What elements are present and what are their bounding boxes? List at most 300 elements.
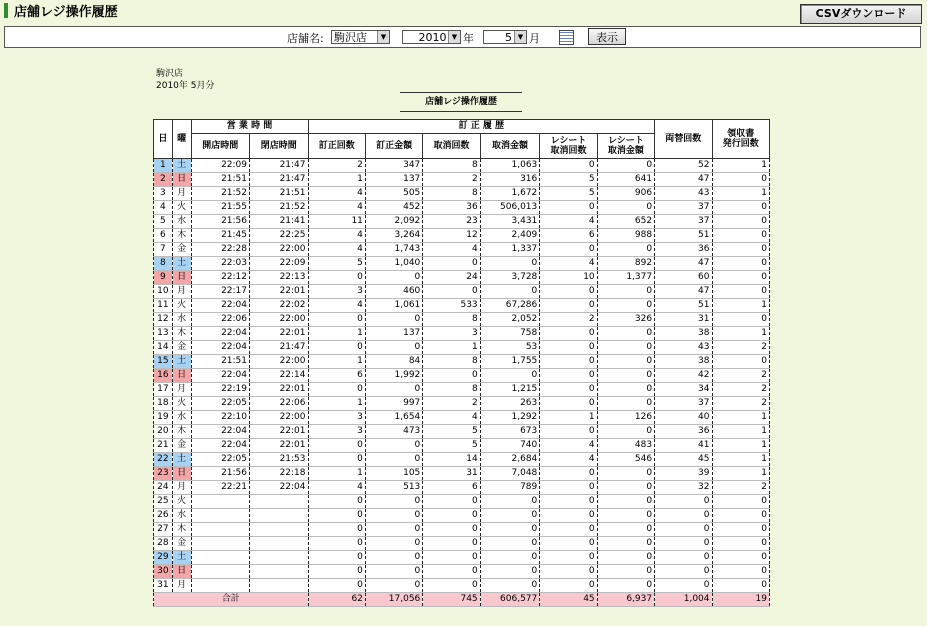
table-cell: 40 xyxy=(655,411,712,425)
table-cell: 0 xyxy=(540,565,597,579)
table-row xyxy=(154,411,770,425)
table-cell: 3,728 xyxy=(480,271,540,285)
day-cell: 11 xyxy=(154,299,173,313)
dow-cell: 日 xyxy=(172,369,191,383)
table-cell: 22:12 xyxy=(191,271,250,285)
table-cell xyxy=(191,579,250,593)
table-cell: 0 xyxy=(308,551,365,565)
table-cell: 0 xyxy=(480,537,540,551)
dow-cell: 火 xyxy=(172,495,191,509)
table-cell: 1 xyxy=(712,453,770,467)
table-cell xyxy=(250,579,309,593)
table-cell: 0 xyxy=(712,201,770,215)
store-select-value: 駒沢店 xyxy=(334,31,367,44)
table-cell: 22:21 xyxy=(191,481,250,495)
month-select-value: 5 xyxy=(505,31,512,44)
table-cell: 21:51 xyxy=(250,187,309,201)
table-cell: 0 xyxy=(597,565,654,579)
table-cell: 2 xyxy=(712,397,770,411)
table-cell: 0 xyxy=(597,397,654,411)
table-cell: 0 xyxy=(655,565,712,579)
table-cell: 0 xyxy=(308,383,365,397)
table-cell: 0 xyxy=(597,481,654,495)
day-cell: 7 xyxy=(154,243,173,257)
table-cell: 21:45 xyxy=(191,229,250,243)
store-select[interactable] xyxy=(331,30,390,44)
table-cell: 0 xyxy=(540,495,597,509)
table-cell: 473 xyxy=(365,425,422,439)
table-cell: 0 xyxy=(597,551,654,565)
table-cell: 0 xyxy=(597,285,654,299)
register-history-table xyxy=(153,119,770,607)
table-row xyxy=(154,271,770,285)
table-cell: 47 xyxy=(655,285,712,299)
table-cell: 0 xyxy=(480,509,540,523)
table-row xyxy=(154,159,770,173)
day-cell: 12 xyxy=(154,313,173,327)
table-cell: 0 xyxy=(540,509,597,523)
day-cell: 6 xyxy=(154,229,173,243)
header-exchange-count: 両替回数 xyxy=(655,120,712,159)
day-cell: 1 xyxy=(154,159,173,173)
table-cell: 1 xyxy=(712,187,770,201)
table-cell: 3 xyxy=(423,327,480,341)
table-cell: 0 xyxy=(365,523,422,537)
table-row xyxy=(154,565,770,579)
table-cell xyxy=(250,565,309,579)
table-cell: 5 xyxy=(423,425,480,439)
table-row xyxy=(154,173,770,187)
table-cell: 2 xyxy=(423,397,480,411)
table-cell: 22:04 xyxy=(191,369,250,383)
table-cell: 326 xyxy=(597,313,654,327)
table-row xyxy=(154,313,770,327)
table-cell: 22:19 xyxy=(191,383,250,397)
table-cell: 533 xyxy=(423,299,480,313)
table-cell: 22:06 xyxy=(191,313,250,327)
header-correction-history: 訂 正 履 歴 xyxy=(308,120,655,134)
table-cell: 67,286 xyxy=(480,299,540,313)
table-cell: 41 xyxy=(655,439,712,453)
table-cell: 740 xyxy=(480,439,540,453)
table-row xyxy=(154,341,770,355)
table-cell: 51 xyxy=(655,299,712,313)
table-cell: 51 xyxy=(655,229,712,243)
table-cell: 31 xyxy=(423,467,480,481)
day-cell: 29 xyxy=(154,551,173,565)
table-cell: 21:41 xyxy=(250,215,309,229)
table-row xyxy=(154,425,770,439)
table-cell: 0 xyxy=(308,313,365,327)
table-cell: 6 xyxy=(423,481,480,495)
table-cell: 0 xyxy=(365,313,422,327)
table-cell: 652 xyxy=(597,215,654,229)
table-cell: 0 xyxy=(540,383,597,397)
table-cell: 997 xyxy=(365,397,422,411)
table-cell: 4 xyxy=(423,243,480,257)
table-cell: 1,672 xyxy=(480,187,540,201)
table-cell: 0 xyxy=(540,243,597,257)
day-cell: 4 xyxy=(154,201,173,215)
table-cell: 22:09 xyxy=(250,257,309,271)
month-unit-label: 月 xyxy=(529,32,540,45)
day-cell: 26 xyxy=(154,509,173,523)
table-cell: 0 xyxy=(365,271,422,285)
table-cell: 4 xyxy=(540,453,597,467)
table-cell: 2,684 xyxy=(480,453,540,467)
title-accent-bar xyxy=(4,3,8,18)
total-cell: 45 xyxy=(540,593,597,607)
table-cell: 0 xyxy=(423,537,480,551)
table-cell: 22:00 xyxy=(250,313,309,327)
table-cell: 0 xyxy=(423,257,480,271)
table-cell: 2,092 xyxy=(365,215,422,229)
table-cell: 22:18 xyxy=(250,467,309,481)
table-cell: 0 xyxy=(308,579,365,593)
table-cell: 21:51 xyxy=(191,173,250,187)
table-cell: 1 xyxy=(308,173,365,187)
total-cell: 606,577 xyxy=(480,593,540,607)
table-cell: 2 xyxy=(712,383,770,397)
table-cell: 0 xyxy=(480,285,540,299)
table-cell: 21:53 xyxy=(250,453,309,467)
day-cell: 13 xyxy=(154,327,173,341)
table-cell: 316 xyxy=(480,173,540,187)
calendar-icon[interactable] xyxy=(559,30,574,45)
chevron-down-icon: ▼ xyxy=(448,31,460,43)
table-cell: 1 xyxy=(308,327,365,341)
table-cell: 1,292 xyxy=(480,411,540,425)
total-cell: 1,004 xyxy=(655,593,712,607)
table-cell: 137 xyxy=(365,173,422,187)
table-row xyxy=(154,537,770,551)
total-cell: 17,056 xyxy=(365,593,422,607)
day-cell: 3 xyxy=(154,187,173,201)
table-cell: 0 xyxy=(540,285,597,299)
table-cell: 0 xyxy=(597,243,654,257)
dow-cell: 金 xyxy=(172,439,191,453)
table-cell: 0 xyxy=(365,579,422,593)
table-cell: 347 xyxy=(365,159,422,173)
day-cell: 5 xyxy=(154,215,173,229)
table-cell: 7,048 xyxy=(480,467,540,481)
store-name: 駒沢店 xyxy=(156,69,184,79)
table-row xyxy=(154,453,770,467)
table-cell: 22:00 xyxy=(250,411,309,425)
table-cell: 52 xyxy=(655,159,712,173)
day-cell: 17 xyxy=(154,383,173,397)
table-cell: 505 xyxy=(365,187,422,201)
table-cell: 0 xyxy=(308,439,365,453)
page-title: 店舗レジ操作履歴 xyxy=(14,4,118,20)
table-cell: 0 xyxy=(597,537,654,551)
table-cell: 0 xyxy=(540,467,597,481)
table-cell: 0 xyxy=(365,565,422,579)
dow-cell: 金 xyxy=(172,537,191,551)
table-cell: 0 xyxy=(540,369,597,383)
table-cell: 1 xyxy=(712,467,770,481)
day-cell: 25 xyxy=(154,495,173,509)
table-cell: 0 xyxy=(597,523,654,537)
dow-cell: 木 xyxy=(172,327,191,341)
period-label: 2010年 5月分 xyxy=(156,81,215,91)
day-cell: 15 xyxy=(154,355,173,369)
table-cell xyxy=(191,523,250,537)
table-cell: 5 xyxy=(540,187,597,201)
table-cell: 22:04 xyxy=(191,425,250,439)
table-cell: 0 xyxy=(712,285,770,299)
table-cell: 22:00 xyxy=(250,355,309,369)
header-receipt-cancel-amount: レシート 取消金額 xyxy=(597,134,654,159)
table-cell: 1 xyxy=(712,327,770,341)
table-cell: 37 xyxy=(655,201,712,215)
table-cell: 34 xyxy=(655,383,712,397)
day-cell: 14 xyxy=(154,341,173,355)
table-row xyxy=(154,229,770,243)
table-cell: 21:47 xyxy=(250,159,309,173)
table-cell: 23 xyxy=(423,215,480,229)
table-cell: 0 xyxy=(540,579,597,593)
table-cell: 22:01 xyxy=(250,327,309,341)
table-cell xyxy=(250,551,309,565)
table-cell: 22:05 xyxy=(191,453,250,467)
dow-cell: 月 xyxy=(172,187,191,201)
table-cell: 1 xyxy=(712,159,770,173)
table-cell: 21:52 xyxy=(191,187,250,201)
table-cell: 0 xyxy=(540,341,597,355)
csv-download-button[interactable]: CSVダウンロード xyxy=(800,4,922,24)
table-cell: 0 xyxy=(423,509,480,523)
table-cell: 0 xyxy=(712,579,770,593)
table-cell: 0 xyxy=(540,159,597,173)
table-cell: 22:13 xyxy=(250,271,309,285)
table-cell: 4 xyxy=(308,187,365,201)
table-cell: 5 xyxy=(423,439,480,453)
table-cell: 31 xyxy=(655,313,712,327)
table-cell: 8 xyxy=(423,159,480,173)
total-cell: 19 xyxy=(712,593,770,607)
table-cell: 6 xyxy=(308,369,365,383)
table-cell: 1,377 xyxy=(597,271,654,285)
table-cell: 758 xyxy=(480,327,540,341)
table-cell: 22:04 xyxy=(191,341,250,355)
table-cell: 22:01 xyxy=(250,383,309,397)
day-cell: 2 xyxy=(154,173,173,187)
table-cell: 988 xyxy=(597,229,654,243)
table-cell: 0 xyxy=(597,383,654,397)
table-row xyxy=(154,215,770,229)
table-cell: 0 xyxy=(365,439,422,453)
table-cell: 0 xyxy=(308,523,365,537)
table-cell: 460 xyxy=(365,285,422,299)
table-cell xyxy=(191,551,250,565)
header-day: 日 xyxy=(154,120,173,159)
table-cell: 1 xyxy=(540,411,597,425)
table-cell: 1,743 xyxy=(365,243,422,257)
table-cell: 2,409 xyxy=(480,229,540,243)
table-cell: 0 xyxy=(540,355,597,369)
table-row xyxy=(154,495,770,509)
table-cell: 2 xyxy=(540,313,597,327)
table-cell: 452 xyxy=(365,201,422,215)
table-cell: 0 xyxy=(540,425,597,439)
table-cell: 0 xyxy=(308,537,365,551)
table-cell: 8 xyxy=(423,313,480,327)
table-cell: 21:55 xyxy=(191,201,250,215)
table-cell: 3 xyxy=(308,285,365,299)
table-cell: 2 xyxy=(712,341,770,355)
table-cell xyxy=(191,495,250,509)
table-cell: 1 xyxy=(308,397,365,411)
table-cell: 0 xyxy=(365,537,422,551)
dow-cell: 日 xyxy=(172,467,191,481)
table-cell: 0 xyxy=(712,523,770,537)
table-cell xyxy=(250,495,309,509)
day-cell: 22 xyxy=(154,453,173,467)
table-cell: 5 xyxy=(308,257,365,271)
dow-cell: 日 xyxy=(172,271,191,285)
show-button[interactable]: 表示 xyxy=(588,28,626,45)
table-cell: 32 xyxy=(655,481,712,495)
table-cell: 0 xyxy=(480,579,540,593)
table-cell: 0 xyxy=(480,495,540,509)
table-cell: 892 xyxy=(597,257,654,271)
day-cell: 20 xyxy=(154,425,173,439)
table-cell: 4 xyxy=(308,229,365,243)
table-cell: 1 xyxy=(712,411,770,425)
day-cell: 8 xyxy=(154,257,173,271)
table-cell: 0 xyxy=(423,565,480,579)
table-cell: 0 xyxy=(712,243,770,257)
total-cell: 62 xyxy=(308,593,365,607)
table-row xyxy=(154,397,770,411)
table-body xyxy=(154,159,770,607)
table-cell: 22:03 xyxy=(191,257,250,271)
table-cell: 0 xyxy=(423,495,480,509)
table-cell: 3,264 xyxy=(365,229,422,243)
table-cell: 4 xyxy=(540,215,597,229)
table-cell: 22:17 xyxy=(191,285,250,299)
table-cell: 0 xyxy=(308,509,365,523)
table-row xyxy=(154,579,770,593)
table-cell: 22:04 xyxy=(250,481,309,495)
table-row xyxy=(154,187,770,201)
table-cell: 22:04 xyxy=(191,327,250,341)
table-cell: 0 xyxy=(423,523,480,537)
table-cell: 0 xyxy=(597,341,654,355)
table-cell: 0 xyxy=(597,425,654,439)
table-cell: 0 xyxy=(308,565,365,579)
table-cell xyxy=(250,523,309,537)
table-cell: 3 xyxy=(308,411,365,425)
dow-cell: 水 xyxy=(172,411,191,425)
table-cell xyxy=(191,509,250,523)
page-header xyxy=(4,2,118,18)
dow-cell: 土 xyxy=(172,453,191,467)
table-cell: 8 xyxy=(423,355,480,369)
store-label: 店舗名: xyxy=(287,32,324,45)
chevron-down-icon: ▼ xyxy=(377,31,389,43)
table-cell xyxy=(191,537,250,551)
table-cell: 22:01 xyxy=(250,425,309,439)
month-select[interactable] xyxy=(483,30,527,44)
table-cell: 0 xyxy=(655,509,712,523)
table-cell: 21:47 xyxy=(250,173,309,187)
table-cell: 10 xyxy=(540,271,597,285)
table-cell: 0 xyxy=(540,537,597,551)
table-cell: 1 xyxy=(308,355,365,369)
table-cell xyxy=(250,509,309,523)
table-cell: 0 xyxy=(712,215,770,229)
table-cell: 0 xyxy=(540,201,597,215)
table-cell: 43 xyxy=(655,341,712,355)
table-cell: 263 xyxy=(480,397,540,411)
table-cell: 0 xyxy=(712,565,770,579)
table-cell: 37 xyxy=(655,215,712,229)
table-cell: 0 xyxy=(365,383,422,397)
report-title: 店舗レジ操作履歴 xyxy=(400,92,522,112)
table-cell: 8 xyxy=(423,383,480,397)
table-cell: 0 xyxy=(712,313,770,327)
table-cell: 0 xyxy=(597,159,654,173)
header-business-hours: 営 業 時 間 xyxy=(191,120,308,134)
table-row xyxy=(154,467,770,481)
day-cell: 21 xyxy=(154,439,173,453)
table-cell: 22:02 xyxy=(250,299,309,313)
table-cell: 21:52 xyxy=(250,201,309,215)
table-cell: 0 xyxy=(540,299,597,313)
total-row xyxy=(154,593,770,607)
table-row xyxy=(154,369,770,383)
table-cell: 0 xyxy=(480,565,540,579)
day-cell: 9 xyxy=(154,271,173,285)
table-cell: 8 xyxy=(423,187,480,201)
table-cell: 37 xyxy=(655,397,712,411)
dow-cell: 木 xyxy=(172,229,191,243)
dow-cell: 水 xyxy=(172,509,191,523)
table-cell: 22:00 xyxy=(250,243,309,257)
day-cell: 16 xyxy=(154,369,173,383)
table-cell: 1 xyxy=(712,299,770,313)
table-cell: 513 xyxy=(365,481,422,495)
table-cell: 0 xyxy=(597,369,654,383)
table-cell: 22:05 xyxy=(191,397,250,411)
day-cell: 10 xyxy=(154,285,173,299)
table-cell: 0 xyxy=(423,285,480,299)
table-cell: 11 xyxy=(308,215,365,229)
table-cell: 0 xyxy=(597,495,654,509)
header-open-time: 開店時間 xyxy=(191,134,250,159)
table-cell: 22:04 xyxy=(191,299,250,313)
table-cell: 0 xyxy=(712,271,770,285)
day-cell: 19 xyxy=(154,411,173,425)
table-cell: 0 xyxy=(712,537,770,551)
table-cell: 4 xyxy=(540,439,597,453)
table-cell: 1,992 xyxy=(365,369,422,383)
table-cell xyxy=(250,537,309,551)
table-row xyxy=(154,201,770,215)
table-cell: 0 xyxy=(308,453,365,467)
day-cell: 18 xyxy=(154,397,173,411)
dow-cell: 火 xyxy=(172,201,191,215)
table-row xyxy=(154,383,770,397)
table-cell: 22:06 xyxy=(250,397,309,411)
table-cell: 22:28 xyxy=(191,243,250,257)
table-cell: 0 xyxy=(480,369,540,383)
table-cell: 0 xyxy=(540,397,597,411)
year-select[interactable] xyxy=(402,30,461,44)
table-row xyxy=(154,257,770,271)
